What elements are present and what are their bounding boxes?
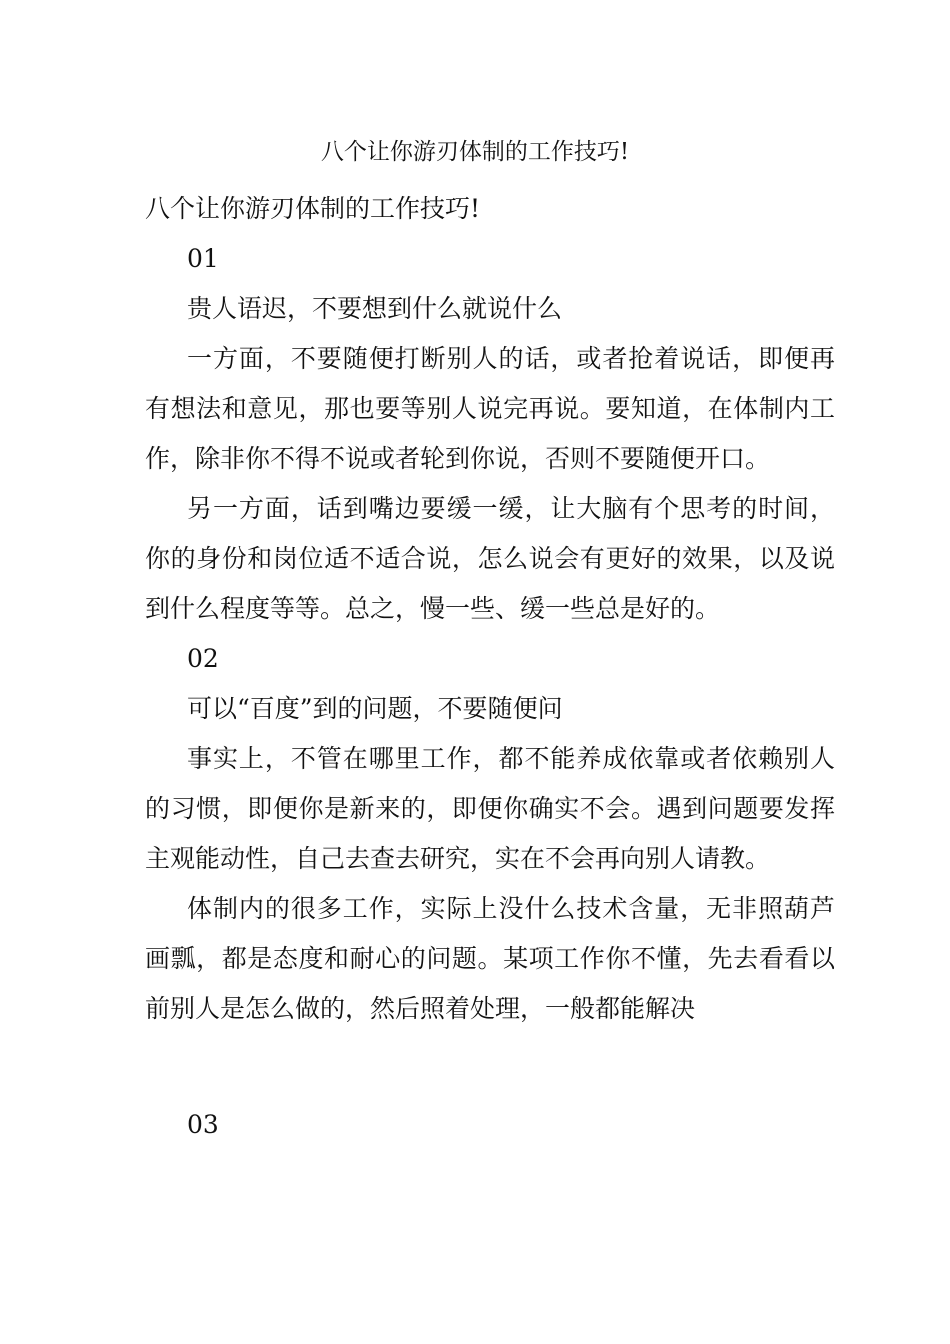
section-heading-01: 贵人语迟，不要想到什么就说什么	[187, 294, 563, 323]
section-heading-02: 可以“百度”到的问题，不要随便问	[187, 694, 563, 723]
paragraph-gap	[145, 1034, 835, 1100]
document-subtitle: 八个让你游刃体制的工作技巧!	[145, 194, 481, 223]
document-body	[145, 184, 835, 1150]
section-number-01: 01	[187, 244, 219, 273]
paragraph: 体制内的很多工作，实际上没什么技术含量，无非照葫芦画瓢，都是态度和耐心的问题。某项工作你不懂，先去看看以前别人是怎么做的，然后照着处理，一般都能解决	[145, 894, 835, 1023]
paragraph: 一方面，不要随便打断别人的话，或者抢着说话，即便再有想法和意见，那也要等别人说完再说。要知道，在体制内工作，除非你不得不说或者轮到你说，否则不要随便开口。	[145, 344, 835, 473]
paragraph: 另一方面，话到嘴边要缓一缓，让大脑有个思考的时间，你的身份和岗位适不适合说，怎么说会有更好的效果，以及说到什么程度等等。总之，慢一些、缓一些总是好的。	[145, 494, 835, 623]
section-number-02: 02	[187, 644, 219, 673]
document-title: 八个让你游刃体制的工作技巧!	[320, 139, 630, 165]
section-number-03: 03	[187, 1110, 219, 1139]
paragraph: 事实上，不管在哪里工作，都不能养成依靠或者依赖别人的习惯，即便你是新来的，即便你确实不会。遇到问题要发挥主观能动性，自己去查去研究，实在不会再向别人请教。	[145, 744, 835, 873]
